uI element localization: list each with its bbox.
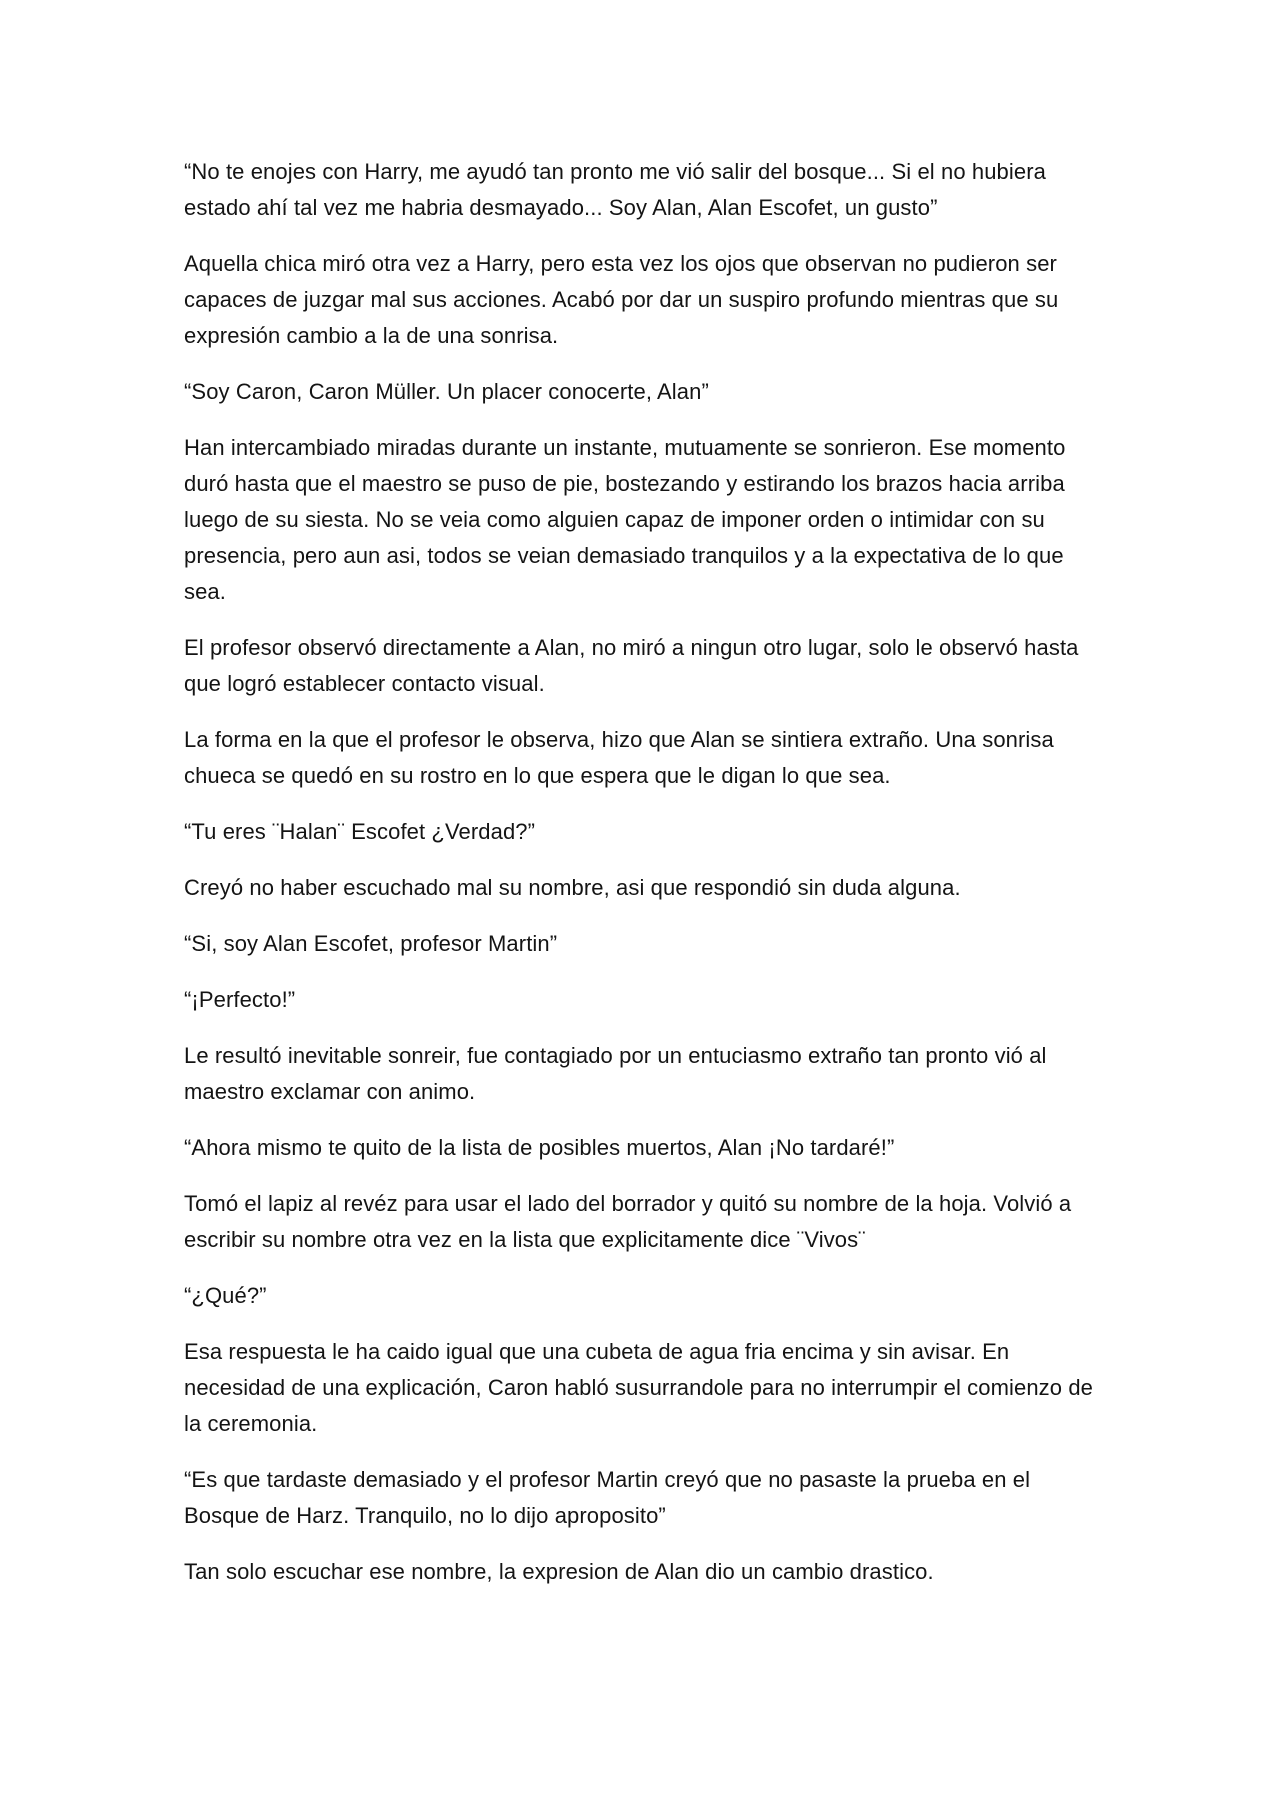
paragraph: La forma en la que el profesor le observa, hizo que Alan se sintiera extraño. Una sonrisa chueca se quedó en su rostro en lo que espera que le digan lo que sea. bbox=[184, 727, 1054, 788]
paragraph: El profesor observó directamente a Alan, no miró a ningun otro lugar, solo le observó hasta que logró establecer contacto visual. bbox=[184, 635, 1079, 696]
paragraph: Tan solo escuchar ese nombre, la expresion de Alan dio un cambio drastico. bbox=[184, 1559, 934, 1584]
document-body bbox=[184, 154, 1104, 1610]
paragraph: “Soy Caron, Caron Müller. Un placer conocerte, Alan” bbox=[184, 379, 709, 404]
paragraph: “¡Perfecto!” bbox=[184, 987, 296, 1012]
paragraph: “Ahora mismo te quito de la lista de posibles muertos, Alan ¡No tardaré!” bbox=[184, 1135, 895, 1160]
paragraph: “Si, soy Alan Escofet, profesor Martin” bbox=[184, 931, 558, 956]
paragraph: “Tu eres ¨Halan¨ Escofet ¿Verdad?” bbox=[184, 819, 536, 844]
paragraph: Esa respuesta le ha caido igual que una cubeta de agua fria encima y sin avisar. En necesidad de una explicación, Caron habló susurrandole para no interrumpir el comienzo de la ceremonia. bbox=[184, 1339, 1093, 1436]
paragraph: “No te enojes con Harry, me ayudó tan pronto me vió salir del bosque... Si el no hubiera estado ahí tal vez me habria desmayado... Soy Alan, Alan Escofet, un gusto” bbox=[184, 159, 1046, 220]
paragraph: Aquella chica miró otra vez a Harry, pero esta vez los ojos que observan no pudieron ser capaces de juzgar mal sus acciones. Acabó por dar un suspiro profundo mientras que su expresión cambio a la de una sonrisa. bbox=[184, 251, 1059, 348]
paragraph: “Es que tardaste demasiado y el profesor Martin creyó que no pasaste la prueba en el Bosque de Harz. Tranquilo, no lo dijo aproposito” bbox=[184, 1467, 1031, 1528]
paragraph: Han intercambiado miradas durante un instante, mutuamente se sonrieron. Ese momento duró hasta que el maestro se puso de pie, bostezando y estirando los brazos hacia arriba luego de su siesta. No se veia como alguien capaz de imponer orden o intimidar con su presencia, pero aun asi, todos se veian demasiado tranquilos y a la expectativa de lo que sea. bbox=[184, 435, 1066, 604]
paragraph: Creyó no haber escuchado mal su nombre, asi que respondió sin duda alguna. bbox=[184, 875, 961, 900]
paragraph: Le resultó inevitable sonreir, fue contagiado por un entuciasmo extraño tan pronto vió al maestro exclamar con animo. bbox=[184, 1043, 1047, 1104]
paragraph: Tomó el lapiz al revéz para usar el lado del borrador y quitó su nombre de la hoja. Volvió a escribir su nombre otra vez en la lista que explicitamente dice ¨Vivos¨ bbox=[184, 1191, 1072, 1252]
paragraph: “¿Qué?” bbox=[184, 1283, 267, 1308]
